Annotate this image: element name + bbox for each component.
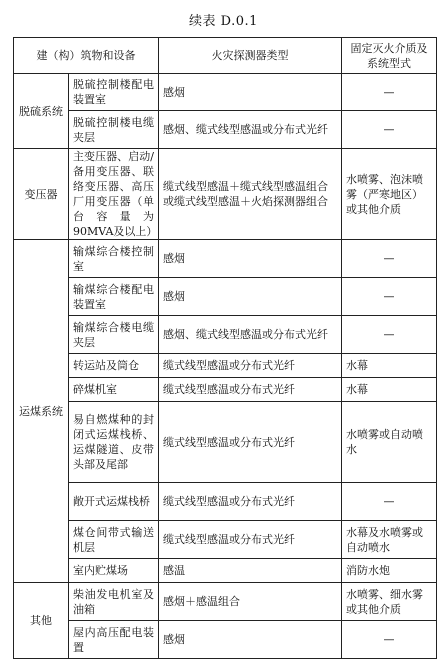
facility-cell: 屋内高压配电装置 (69, 621, 159, 659)
facility-cell: 输煤综合楼控制室 (69, 240, 159, 278)
detector-cell: 感烟 (159, 240, 342, 278)
extinguish-cell: 水喷雾、细水雾或其他介质 (342, 583, 437, 621)
table-row (14, 240, 437, 278)
extinguish-cell: 水幕 (342, 354, 437, 378)
facility-cell: 煤仓间带式输送机层 (69, 521, 159, 559)
category-cell: 其他 (14, 583, 69, 659)
extinguish-cell: 水幕 (342, 378, 437, 402)
extinguish-cell: 水喷雾或自动喷水 (342, 402, 437, 483)
table-row (14, 521, 437, 559)
category-cell: 运煤系统 (14, 240, 69, 583)
table-row (14, 378, 437, 402)
table-row (14, 559, 437, 583)
extinguish-cell: 水幕及水喷雾或自动喷水 (342, 521, 437, 559)
facility-cell: 敞开式运煤栈桥 (69, 483, 159, 521)
category-cell: 变压器 (14, 149, 69, 240)
extinguish-cell: 消防水炮 (342, 559, 437, 583)
facility-cell: 主变压器、启动/备用变压器、联络变压器、高压厂用变压器（单台容量为90MVA及以上） (69, 149, 159, 240)
extinguish-cell: — (342, 621, 437, 659)
detector-cell: 缆式线型感温或分布式光纤 (159, 521, 342, 559)
extinguish-cell: — (342, 483, 437, 521)
table-row (14, 111, 437, 149)
extinguish-cell: — (342, 74, 437, 111)
extinguish-cell: — (342, 278, 437, 316)
table-row (14, 621, 437, 659)
detector-cell: 感温 (159, 559, 342, 583)
extinguish-cell: 水喷雾、泡沫喷雾（严寒地区）或其他介质 (342, 149, 437, 240)
detector-cell: 缆式线型感温或分布式光纤 (159, 402, 342, 483)
category-cell: 脱硫系统 (14, 74, 69, 149)
header-extinguish-system: 固定灭火介质及系统型式 (342, 38, 437, 74)
table-row (14, 316, 437, 354)
table-header-row (14, 38, 437, 74)
facility-cell: 柴油发电机室及油箱 (69, 583, 159, 621)
facility-cell: 脱硫控制楼电缆夹层 (69, 111, 159, 149)
detector-cell: 感烟＋感温组合 (159, 583, 342, 621)
extinguish-cell: — (342, 111, 437, 149)
detector-cell: 感烟 (159, 621, 342, 659)
facility-cell: 脱硫控制楼配电装置室 (69, 74, 159, 111)
table-row (14, 483, 437, 521)
table-row (14, 402, 437, 483)
detector-cell: 缆式线型感温或分布式光纤 (159, 378, 342, 402)
facility-cell: 碎煤机室 (69, 378, 159, 402)
extinguish-cell: — (342, 316, 437, 354)
header-detector-type: 火灾探测器类型 (159, 38, 342, 74)
table-row (14, 583, 437, 621)
fire-detection-table (13, 37, 437, 659)
detector-cell: 感烟 (159, 74, 342, 111)
detector-cell: 感烟、缆式线型感温或分布式光纤 (159, 316, 342, 354)
header-building-equipment: 建（构）筑物和设备 (14, 38, 159, 74)
table-row (14, 74, 437, 111)
detector-cell: 缆式线型感温或分布式光纤 (159, 354, 342, 378)
table-row (14, 149, 437, 240)
table-row (14, 354, 437, 378)
facility-cell: 易自燃煤种的封闭式运煤栈桥、运煤隧道、皮带头部及尾部 (69, 402, 159, 483)
facility-cell: 转运站及筒仓 (69, 354, 159, 378)
facility-cell: 输煤综合楼配电装置室 (69, 278, 159, 316)
detector-cell: 感烟、缆式线型感温或分布式光纤 (159, 111, 342, 149)
extinguish-cell: — (342, 240, 437, 278)
facility-cell: 室内贮煤场 (69, 559, 159, 583)
facility-cell: 输煤综合楼电缆夹层 (69, 316, 159, 354)
detector-cell: 感烟 (159, 278, 342, 316)
detector-cell: 缆式线型感温或分布式光纤 (159, 483, 342, 521)
table-caption: 续表 D.0.1 (189, 14, 258, 29)
table-row (14, 278, 437, 316)
detector-cell: 缆式线型感温＋缆式线型感温组合或缆式线型感温＋火焰探测器组合 (159, 149, 342, 240)
